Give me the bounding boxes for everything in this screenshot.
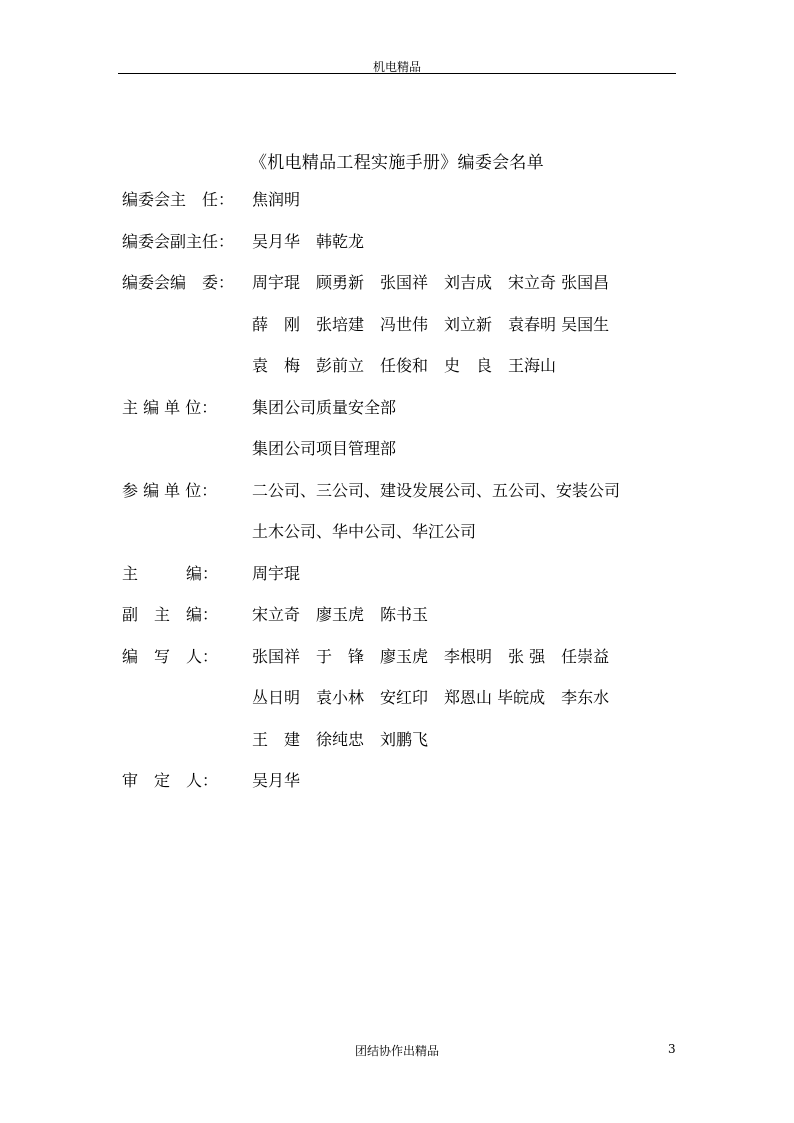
row-label: 主 编 单 位： <box>122 397 218 417</box>
committee-row <box>122 520 682 562</box>
row-value: 袁 梅 彭前立 任俊和 史 良 王海山 <box>252 356 557 375</box>
committee-row <box>122 313 682 355</box>
committee-row <box>122 769 682 811</box>
row-label <box>122 686 252 728</box>
header-divider <box>118 73 676 74</box>
committee-row <box>122 728 682 770</box>
row-label: 编委会编 委： <box>122 273 235 292</box>
row-label <box>122 520 252 562</box>
committee-row <box>122 188 682 230</box>
committee-row <box>122 437 682 479</box>
committee-list <box>122 188 682 811</box>
row-label <box>122 313 252 355</box>
row-label <box>122 728 252 770</box>
row-label <box>122 354 252 396</box>
page-number: 3 <box>668 1042 676 1056</box>
page-title: 《机电精品工程实施手册》编委会名单 <box>249 153 545 173</box>
committee-row <box>122 645 682 687</box>
row-label <box>122 437 252 479</box>
row-value: 集团公司质量安全部 <box>252 397 397 417</box>
committee-row <box>122 396 682 438</box>
row-value: 土木公司、华中公司、华江公司 <box>252 522 477 541</box>
row-value: 周宇琨 顾勇新 张国祥 刘吉成 宋立奇 张国昌 <box>252 273 610 292</box>
row-value: 宋立奇 廖玉虎 陈书玉 <box>252 605 429 624</box>
committee-row <box>122 562 682 604</box>
committee-row <box>122 603 682 645</box>
row-label: 编委会副主任： <box>122 231 235 251</box>
row-value: 集团公司项目管理部 <box>252 439 397 458</box>
row-value: 薛 刚 张培建 冯世伟 刘立新 袁春明 吴国生 <box>252 314 610 334</box>
row-label: 参 编 单 位： <box>122 480 218 500</box>
header-text: 机电精品 <box>372 60 421 74</box>
row-label: 副 主 编： <box>122 605 219 624</box>
committee-row <box>122 230 682 272</box>
committee-row <box>122 686 682 728</box>
committee-row <box>122 271 682 313</box>
row-value: 王 建 徐纯忠 刘鹏飞 <box>252 729 429 749</box>
committee-row <box>122 354 682 396</box>
row-value: 二公司、三公司、建设发展公司、五公司、安装公司 <box>252 480 621 500</box>
committee-row <box>122 479 682 521</box>
row-label: 编委会主 任： <box>122 190 235 209</box>
row-label: 审 定 人： <box>122 771 219 790</box>
row-label: 主 编： <box>122 563 219 583</box>
row-value: 吴月华 <box>252 771 301 790</box>
row-value: 丛日明 袁小林 安红印 郑恩山 毕皖成 李东水 <box>252 688 610 707</box>
row-value: 周宇琨 <box>252 563 301 583</box>
row-value: 焦润明 <box>252 190 301 209</box>
footer-text: 团结协作出精品 <box>354 1044 439 1058</box>
row-value: 张国祥 于 锋 廖玉虎 李根明 张 强 任崇益 <box>252 646 610 666</box>
row-value: 吴月华 韩乾龙 <box>252 231 365 251</box>
row-label: 编 写 人： <box>122 646 219 666</box>
